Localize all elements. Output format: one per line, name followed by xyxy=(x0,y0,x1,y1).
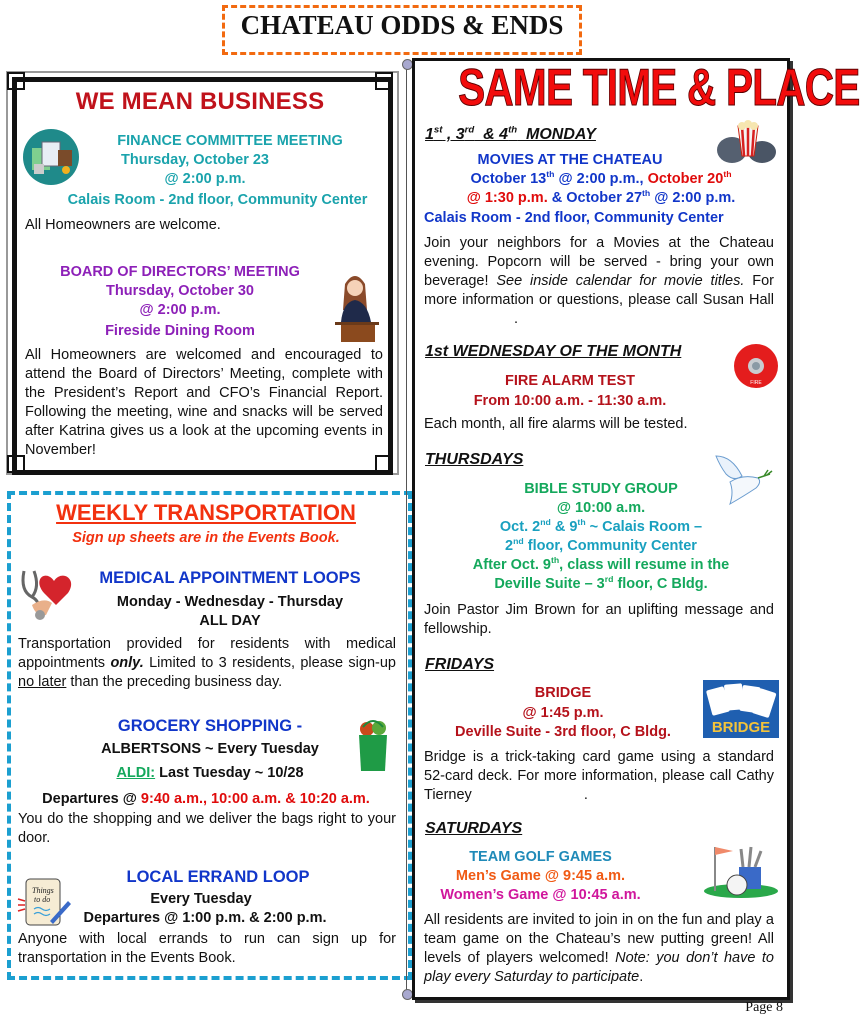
movie-date: October 20 xyxy=(647,171,724,187)
finance-date: Thursday, October 23 xyxy=(121,152,269,168)
finance-meeting xyxy=(90,132,370,189)
finance-time: @ 2:00 p.m. xyxy=(164,171,246,187)
movies-description xyxy=(424,234,774,329)
finance-location: Calais Room - 2nd floor, Community Center xyxy=(67,192,368,208)
golf-icon xyxy=(703,843,779,899)
bridge-body-end: . xyxy=(583,787,588,803)
bible-study-time: @ 10:00 a.m. xyxy=(556,500,646,516)
bridge-cards-icon xyxy=(703,680,779,738)
board-meeting xyxy=(40,263,320,341)
golf-womens-game: Women’s Game @ 10:45 a.m. xyxy=(440,887,641,903)
svg-text:Things: Things xyxy=(32,886,54,895)
movie-time: @ 2:00 p.m. xyxy=(650,190,736,206)
movie-time: @ 1:30 p.m. xyxy=(466,190,548,206)
medical-body-text: than the preceding business day. xyxy=(66,674,283,690)
bible-study-new-location xyxy=(418,575,784,594)
movie-time: @ 2:00 p.m., xyxy=(554,171,648,187)
grocery-description: You do the shopping and we deliver the bags right to your door. xyxy=(18,811,396,846)
resume-text: , class will resume in the xyxy=(559,557,730,573)
ordinal-suffix: nd xyxy=(513,536,524,547)
transportation-title: WEEKLY TRANSPORTATION xyxy=(56,500,356,525)
golf-mens-game: Men’s Game @ 9:45 a.m. xyxy=(455,868,626,884)
board-location: Fireside Dining Room xyxy=(105,323,255,339)
monday-heading xyxy=(425,126,596,144)
svg-text:FIRE: FIRE xyxy=(750,380,762,386)
board-time: @ 2:00 p.m. xyxy=(139,302,221,318)
ordinal-suffix: st xyxy=(433,124,443,136)
ordinal-suffix: th xyxy=(577,517,586,528)
column-connector xyxy=(406,64,407,994)
board-description: All Homeowners are welcomed and encouraged to attend the Board of Directors’ Meeting, complete with the President’s Report and CFO’s Financial Report. Following the meeting, wine and snacks will be served after Katrina gives us a look at the upcoming events in November! xyxy=(25,347,383,458)
bridge-location: Deville Suite - 3rd floor, C Bldg. xyxy=(455,724,671,740)
ordinal: , 3 xyxy=(442,126,465,143)
errand-schedule xyxy=(55,890,355,928)
ordinal-suffix: rd xyxy=(464,124,475,136)
bible-study-resume xyxy=(418,556,784,575)
movies-body-text: Join your neighbors for a Movies at the Chateau evening. Popcorn will be served - bring your own beverage! xyxy=(424,235,774,289)
same-time-title: SAME TIME & PLACE xyxy=(458,59,860,117)
grocery-bag-icon xyxy=(355,719,391,771)
errand-description: Anyone with local errands to run can sign up for transportation in the Events Book. xyxy=(18,931,396,966)
frame-corner xyxy=(7,455,25,473)
golf-body-end: . xyxy=(639,969,644,985)
medical-body-text: Transportation provided for residents with medical appointments xyxy=(18,636,396,671)
medical-schedule xyxy=(80,593,380,631)
page-number: Page 8 xyxy=(745,1000,783,1015)
ordinal-suffix: th xyxy=(508,124,518,136)
movies-title: MOVIES AT THE CHATEAU xyxy=(477,152,663,168)
business-title: WE MEAN BUSINESS xyxy=(75,88,325,115)
movie-date: & October 27 xyxy=(547,190,643,206)
medical-hours: ALL DAY xyxy=(199,613,261,629)
stethoscope-heart-icon xyxy=(18,567,72,623)
golf-title: TEAM GOLF GAMES xyxy=(469,849,612,865)
movies-dates xyxy=(418,170,784,208)
date-text: After Oct. 9 xyxy=(472,557,551,573)
bridge-title: BRIDGE xyxy=(534,685,592,701)
bible-study-details xyxy=(418,480,784,594)
ordinal-suffix: th xyxy=(642,188,651,199)
golf-note: Note: you don’t have to play every Saturday to participate xyxy=(424,950,774,985)
bible-study-description: Join Pastor Jim Brown for an uplifting message and fellowship. xyxy=(424,602,774,637)
bridge-icon-label: BRIDGE xyxy=(711,719,771,736)
medical-only-emphasis: only. xyxy=(110,655,144,671)
page-title: CHATEAU ODDS & ENDS xyxy=(240,10,564,40)
bible-study-dates xyxy=(418,518,784,537)
ordinal-suffix: th xyxy=(546,169,555,180)
medical-title: MEDICAL APPOINTMENT LOOPS xyxy=(99,569,361,587)
ordinal-suffix: th xyxy=(723,169,732,180)
bridge-body-text: Bridge is a trick-taking card game using a standard 52-card deck. For more information, please call Cathy Tierney xyxy=(424,749,774,803)
bridge-time: @ 1:45 p.m. xyxy=(522,705,604,721)
grocery-albertsons: ALBERTSONS ~ Every Tuesday xyxy=(101,741,319,757)
grocery-title: GROCERY SHOPPING - xyxy=(117,717,303,735)
svg-text:to do: to do xyxy=(34,895,51,904)
board-title: BOARD OF DIRECTORS’ MEETING xyxy=(60,264,300,280)
movie-date: October 13 xyxy=(470,171,547,187)
movies-body-end: . xyxy=(514,311,519,327)
transportation-subtitle: Sign up sheets are in the Events Book. xyxy=(72,530,340,546)
finance-note: All Homeowners are welcome. xyxy=(25,217,221,233)
bridge-description xyxy=(424,748,774,805)
golf-description xyxy=(424,911,774,987)
fire-alarm-icon xyxy=(733,343,779,389)
date-text: Oct. 2 xyxy=(499,519,541,535)
location-text: ~ Calais Room – xyxy=(585,519,703,535)
ordinal-suffix: nd xyxy=(540,517,551,528)
movies-calendar-note: See inside calendar for movie titles. xyxy=(496,273,745,289)
bible-study-location xyxy=(418,537,784,556)
grocery-departures xyxy=(10,790,402,809)
friday-heading: FRIDAYS xyxy=(425,656,495,673)
popcorn-film-icon xyxy=(716,122,778,166)
errand-title: LOCAL ERRAND LOOP xyxy=(126,868,310,886)
medical-body-text: Limited to 3 residents, please sign-up xyxy=(143,655,396,671)
golf-body-text: All residents are invited to join in on the fun and play a team game on the Chateau’s new putting green! All levels of players welcomed! xyxy=(424,912,774,966)
wednesday-heading: 1st WEDNESDAY OF THE MONTH xyxy=(425,343,682,360)
medical-description xyxy=(18,635,396,692)
errand-departures: Departures @ 1:00 p.m. & 2:00 p.m. xyxy=(83,910,327,926)
weekday: MONDAY xyxy=(517,126,596,143)
fire-alarm-time: From 10:00 a.m. - 11:30 a.m. xyxy=(473,393,667,409)
movies-body-text: For more information or questions, please call Susan Hall xyxy=(424,273,774,308)
floor-number: 2 xyxy=(505,538,514,554)
grocery-aldi xyxy=(60,764,360,783)
date-text: & 9 xyxy=(550,519,578,535)
ordinal: 1 xyxy=(425,126,434,143)
presenter-icon xyxy=(333,270,385,342)
location-text: Deville Suite – 3 xyxy=(494,576,605,592)
bible-study-title: BIBLE STUDY GROUP xyxy=(524,481,678,497)
medical-days: Monday - Wednesday - Thursday xyxy=(116,594,344,610)
ordinal: & 4 xyxy=(474,126,509,143)
board-date: Thursday, October 30 xyxy=(106,283,254,299)
location-text: floor, Community Center xyxy=(523,538,697,554)
aldi-label: ALDI: xyxy=(116,765,156,781)
departures-times: 9:40 a.m., 10:00 a.m. & 10:20 a.m. xyxy=(140,791,370,807)
finance-title: FINANCE COMMITTEE MEETING xyxy=(117,133,343,149)
departures-label: Departures @ xyxy=(42,791,141,807)
fire-alarm-title: FIRE ALARM TEST xyxy=(505,373,635,389)
ordinal-suffix: rd xyxy=(604,574,614,585)
aldi-schedule: Last Tuesday ~ 10/28 xyxy=(155,765,304,781)
medical-no-later: no later xyxy=(18,674,67,690)
errand-days: Every Tuesday xyxy=(150,891,252,907)
location-text: floor, C Bldg. xyxy=(613,576,708,592)
movies-location: Calais Room - 2nd floor, Community Center xyxy=(424,210,724,226)
ordinal-suffix: th xyxy=(550,555,560,566)
thursday-heading: THURSDAYS xyxy=(425,451,524,468)
saturday-heading: SATURDAYS xyxy=(425,820,523,837)
fire-alarm-description: Each month, all fire alarms will be tested. xyxy=(424,416,688,432)
